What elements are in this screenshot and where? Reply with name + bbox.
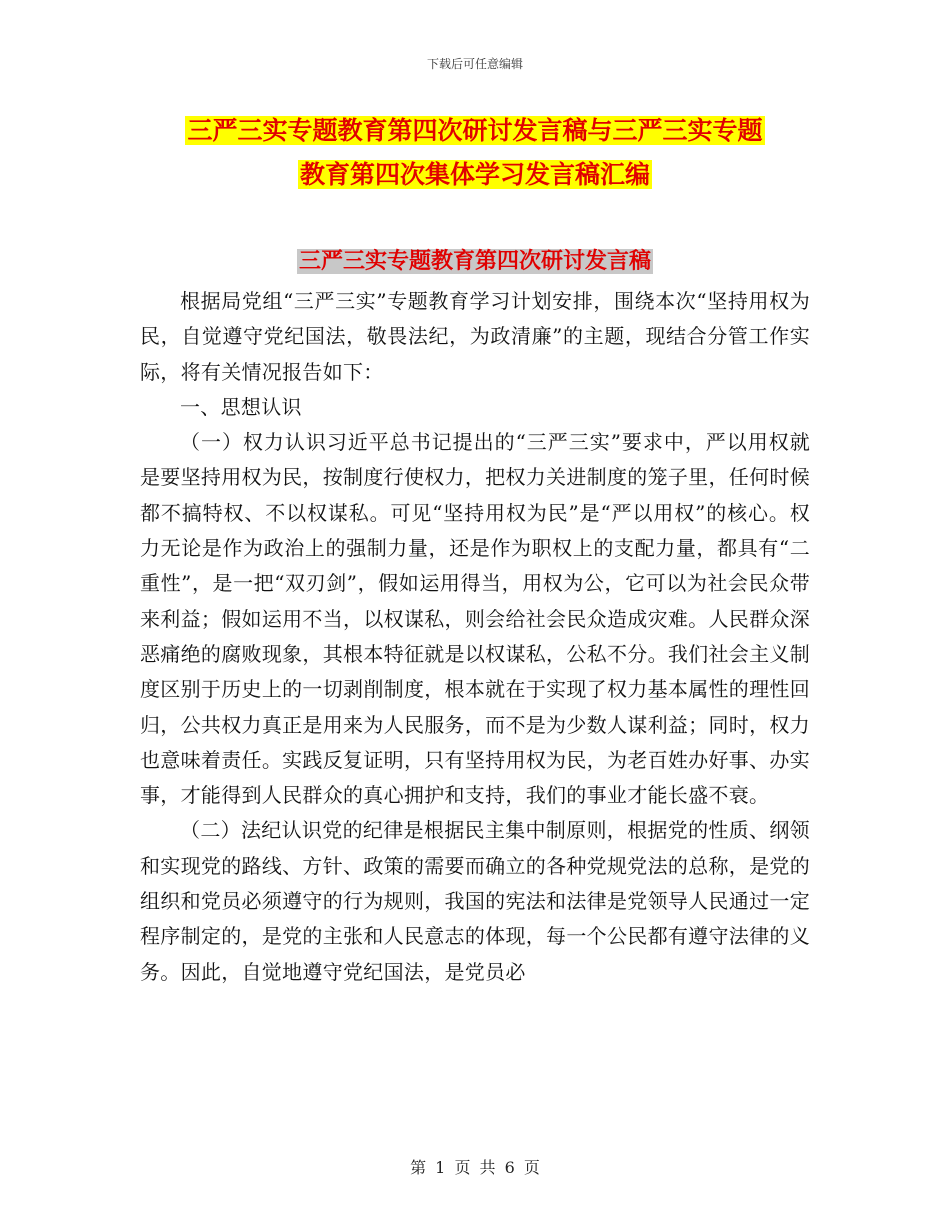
- body-paragraph: （一）权力认识习近平总书记提出的“三严三实”要求中，严以用权就是要坚持用权为民，按制度行使权力，把权力关进制度的笼子里，任何时候都不搞特权、不以权谋私。可见“坚持用权为民”是“严以用权”的核心。权力无论是作为政治上的强制力量，还是作为职权上的支配力量，都具有“二重性”，是一把“双刃剑”，假如运用得当，用权为公，它可以为社会民众带来利益；假如运用不当，以权谋私，则会给社会民众造成灾难。人民群众深恶痛绝的腐败现象，其根本特征就是以权谋私，公私不分。我们社会主义制度区别于历史上的一切剥削制度，根本就在于实现了权力基本属性的理性回归，公共权力真正是用来为人民服务，而不是为少数人谋利益；同时，权力也意味着责任。实践反复证明，只有坚持用权为民，为老百姓办好事、办实事，才能得到人民群众的真心拥护和支持，我们的事业才能长盛不衰。: [140, 430, 810, 808]
- document-body: [140, 284, 810, 990]
- header-note: 下载后可任意编辑: [426, 57, 523, 71]
- body-paragraph: 根据局党组“三严三实”专题教育学习计划安排，围绕本次“坚持用权为民，自觉遵守党纪国法，敬畏法纪，为政清廉”的主题，现结合分管工作实际，将有关情况报告如下：: [140, 289, 810, 384]
- page-footer: 第 1 页 共 6 页: [410, 1158, 540, 1177]
- body-paragraph: （二）法纪认识党的纪律是根据民主集中制原则，根据党的性质、纲领和实现党的路线、方针、政策的需要而确立的各种党规党法的总称，是党的组织和党员必须遵守的行为规则，我国的宪法和法律是党领导人民通过一定程序制定的，是党的主张和人民意志的体现，每一个公民都有遵守法律的义务。因此，自觉地遵守党纪国法，是党员必: [140, 818, 810, 984]
- document-title-line-2: [0, 158, 950, 192]
- document-title-line-2-text: 教育第四次集体学习发言稿汇编: [299, 160, 650, 189]
- body-heading: 一、思想认识: [180, 394, 302, 419]
- document-title-line-1: [0, 114, 950, 148]
- document-title-line-1-text: 三严三实专题教育第四次研讨发言稿与三严三实专题: [187, 116, 763, 145]
- section-title-text: 三严三实专题教育第四次研讨发言稿: [298, 249, 651, 274]
- section-title: [0, 247, 950, 277]
